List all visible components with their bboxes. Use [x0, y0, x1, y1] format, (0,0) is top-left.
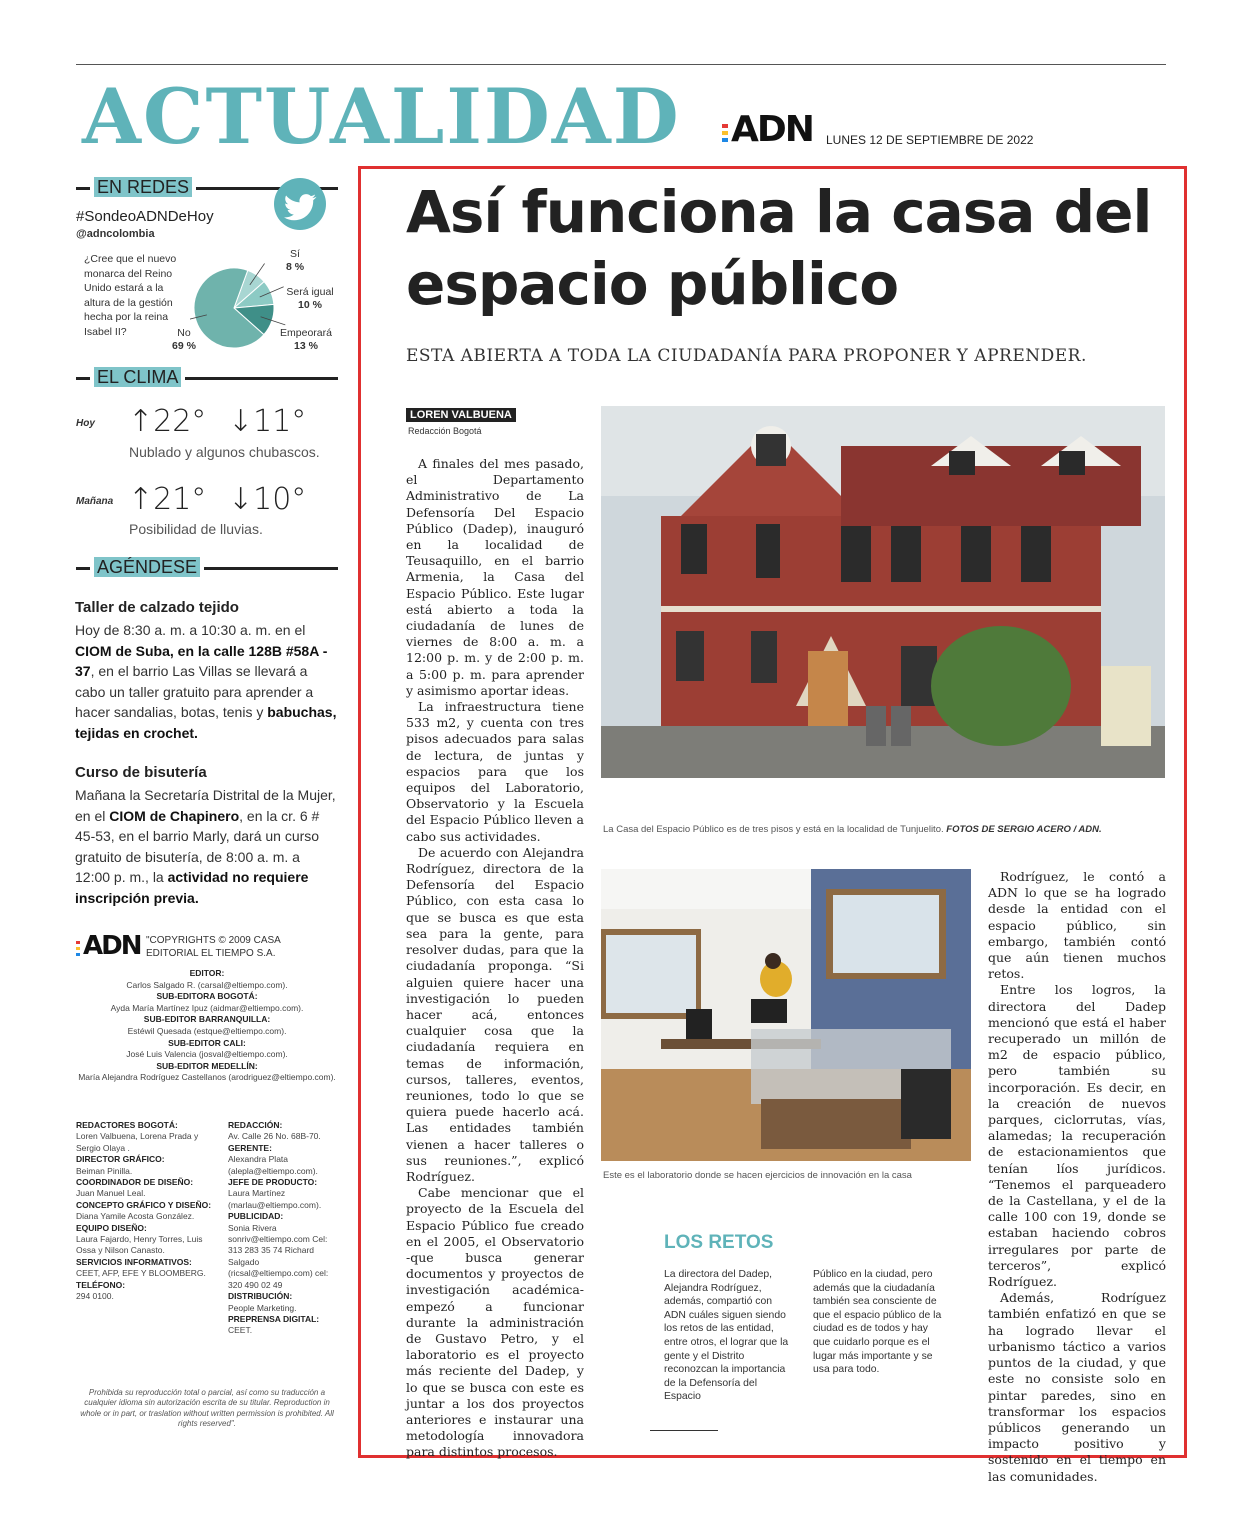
staff-names: People Marketing.: [228, 1302, 297, 1313]
staff-names: Av. Calle 26 No. 68B-70.: [228, 1131, 321, 1142]
photo2-caption: Este es el laboratorio donde se hacen ejercicios de innovación en la casa: [603, 1170, 912, 1181]
retos-title: LOS RETOS: [664, 1232, 774, 1253]
event-title-1: Taller de calzado tejido: [75, 599, 239, 616]
staff-names: María Alejandra Rodríguez Castellanos (arodriguez@eltiempo.com).: [78, 1072, 336, 1083]
staff-names: CEET, AFP, EFE Y BLOOMBERG.: [76, 1268, 206, 1279]
staff-role: REDACTORES BOGOTÁ:: [76, 1120, 178, 1130]
staff-credits: [76, 968, 338, 1084]
body-paragraph: Rodríguez, le contó a ADN lo que se ha logrado desde la entidad con el espacio público, sin embargo, también contó que aún tienen muchos retos.: [988, 869, 1166, 982]
issue-date: LUNES 12 DE SEPTIEMBRE DE 2022: [826, 133, 1034, 147]
staff-role: SUB-EDITOR MEDELLÍN:: [156, 1060, 258, 1071]
body-paragraph: Además, Rodríguez también enfatizó en que se ha logrado llevar el urbanismo táctico a varios puntos de la ciudad, y que este no consiste solo en pintar paredes, sino en transformar los espacios públicos generando un impacto positivo y sostenido en el tiempo en las comunidades.: [988, 1290, 1166, 1484]
section-title: ACTUALIDAD: [82, 72, 681, 161]
staff-left-column: [76, 1120, 216, 1303]
staff-names: Ayda María Martínez Ipuz (aidmar@eltiempo.com).: [110, 1002, 304, 1013]
redes-heading: EN REDES: [76, 176, 338, 198]
poll-question: ¿Cree que el nuevo monarca del Reino Unido estará a la altura de la gestión hecha por la reina Isabel II?: [84, 253, 177, 338]
staff-role: JEFE DE PRODUCTO:: [228, 1177, 318, 1188]
retos-rule: [650, 1430, 718, 1431]
staff-names: Alexandra Plata (alepla@eltiempo.com).: [228, 1154, 318, 1176]
weather-max-today: ↑22°: [128, 404, 207, 439]
staff-names: José Luis Valencia (josval@eltiempo.com).: [126, 1049, 288, 1060]
logo-bars-icon: [722, 124, 728, 142]
body-column-1: [406, 456, 584, 1461]
adn-logo: [722, 109, 813, 150]
staff-names: Loren Valbuena, Lorena Prada y Sergio Olaya .: [76, 1131, 199, 1153]
body-paragraph: A finales del mes pasado, el Departamento Administrativo de La Defensoría Del Espacio Público (Dadep), inauguró en la localidad de Teusaquillo, en el barrio Armenia, la Casa del Espacio Público. Este lugar está abierto a toda la ciudadanía de lunes de viernes de 8:00 a. m. a 12:00 p. m. y de 2:00 p. m. a 5:00 p. m. para aprender y asimismo aportar ideas.: [406, 456, 584, 698]
staff-role: SUB-EDITOR BARRANQUILLA:: [143, 1014, 271, 1025]
staff-role: REDACCIÓN:: [228, 1120, 283, 1130]
body-paragraph: Cabe mencionar que el proyecto de la Escuela del Espacio Público fue creado en el 2005, el Observatorio -que busca generar documentos y proyectos de investigación académica- empezó a funcionar durante la administración de Gustavo Petro, y el laboratorio es el proyecto más reciente del Dadep, y lo que se busca con este es juntar a los dos proyectos anteriores e instaurar una metodología innovadora para distintos procesos.: [406, 1185, 584, 1460]
logo-text: ADN: [731, 109, 813, 150]
twitter-handle: @adncolombia: [76, 228, 155, 240]
event-text-1: Hoy de 8:30 a. m. a 10:30 a. m. en el CIOM de Suba, en la calle 128B #58A - 37, en el barrio Las Villas se llevará a cabo un taller gratuito para aprender a hacer sandalias, botas, tenis y babuchas, tejidas en crochet.: [75, 622, 337, 741]
weather-max-tomorrow: ↑21°: [128, 482, 207, 517]
weather-min-today: ↓11°: [228, 404, 307, 439]
staff-names: Estéwil Quesada (estque@eltiempo.com).: [127, 1025, 287, 1036]
staff-names: Beiman Pinilla.: [76, 1165, 133, 1176]
staff-right-column: [228, 1120, 340, 1337]
retos-column-1: La directora del Dadep, Alejandra Rodríguez, además, compartió con ADN cuáles siguen siendo los retos de las entidad, entre otros, el lograr que la gente y el Distrito reconozcan la importancia de la Defensoría del Espacio: [664, 1269, 789, 1403]
staff-role: EDITOR:: [189, 968, 225, 978]
agenda-heading: AGÉNDESE: [76, 556, 338, 578]
credits-logo: ADN: [76, 932, 140, 960]
staff-role: GERENTE:: [228, 1142, 272, 1153]
hashtag: #SondeoADNDeHoy: [76, 208, 214, 225]
staff-role: DISTRIBUCIÓN:: [228, 1291, 293, 1302]
staff-names: Carlos Salgado R. (carsal@eltiempo.com).: [126, 979, 288, 990]
staff-names: Sonia Rivera sonriv@eltiempo.com Cel: 313 283 35 74 Richard Salgado (ricsal@eltiempo.com) cel: 320 490 02 49: [228, 1222, 329, 1290]
poll-label-igual: Será igual 10 %: [286, 286, 334, 311]
author: LOREN VALBUENA: [406, 408, 516, 422]
staff-role: SERVICIOS INFORMATIVOS:: [76, 1256, 192, 1267]
poll-label-empeorara: Empeorará 13 %: [280, 327, 332, 352]
event-text-2: Mañana la Secretaría Distrital de la Mujer, en el CIOM de Chapinero, en la cr. 6 # 45-53, en el barrio Marly, dará un curso gratuito de bisutería, de 8:00 a. m. a 12:00 p. m., la actividad no requiere inscripción previa.: [75, 787, 336, 906]
retos-column-2: Público en la ciudad, pero además que la ciudadanía también sea consciente de que el espacio público de la ciudad es de todos y hay que cuidarlo porque es el lugar más importante y se usa para todo.: [813, 1269, 942, 1376]
event-title-2: Curso de bisutería: [75, 764, 207, 781]
weather-day-today: Hoy: [76, 418, 95, 429]
clima-heading: EL CLIMA: [76, 366, 338, 388]
staff-names: Laura Fajardo, Henry Torres, Luis Ossa y Nilson Canasto.: [76, 1234, 203, 1256]
staff-role: DIRECTOR GRÁFICO:: [76, 1154, 165, 1165]
poll-label-si: Sí 8 %: [285, 248, 305, 273]
photo1-caption: La Casa del Espacio Público es de tres pisos y está en la localidad de Tunjuelito. FOTOS DE SERGIO ACERO / ADN.: [603, 824, 1102, 835]
body-column-3: [988, 869, 1166, 1485]
staff-role: PREPRENSA DIGITAL:: [228, 1313, 320, 1324]
copyright: "COPYRIGHTS © 2009 CASA EDITORIAL EL TIEMPO S.A.: [146, 935, 281, 959]
staff-names: Diana Yamile Acosta González.: [76, 1211, 195, 1222]
weather-desc-today: Nublado y algunos chubascos.: [129, 444, 320, 460]
staff-names: Juan Manuel Leal.: [76, 1188, 146, 1199]
staff-role: EQUIPO DISEÑO:: [76, 1222, 147, 1233]
subheadline: ESTA ABIERTA A TODA LA CIUDADANÍA PARA PROPONER Y APRENDER.: [406, 346, 1087, 366]
staff-names: Laura Martínez (marlau@eltiempo.com).: [228, 1188, 322, 1210]
body-paragraph: La infraestructura tiene 533 m2, y cuenta con tres pisos adecuados para salas de lectura, de juntas y espacios para que los equipos del Laboratorio, Observatorio y la Escuela del Espacio Público lleven a cabo sus actividades.: [406, 699, 584, 844]
house-photo: [601, 406, 1165, 778]
headline: Así funciona la casa del espacio público: [406, 178, 1152, 318]
staff-role: TELÉFONO:: [76, 1279, 126, 1290]
body-paragraph: De acuerdo con Alejandra Rodríguez, directora de la Defensoría del Espacio Público, con esta casa lo que se busca es que esta sea para la gente, para resolver dudas, para que la ciudadanía proponga. “Si alguien quiere hacer una investigación lo pueden hacer acá, entonces cualquier cosa que la ciudadanía requiera en temas de información, cursos, talleres, eventos, reuniones, todo lo que se quiera puede hacerlo acá. Las entidades también vienen a hacer talleres o sus reuniones.”, explicó Rodríguez.: [406, 844, 584, 1184]
lab-photo: [601, 869, 971, 1161]
weather-day-tomorrow: Mañana: [76, 496, 114, 507]
desk: Redacción Bogotá: [408, 426, 482, 436]
weather-min-tomorrow: ↓10°: [228, 482, 307, 517]
staff-names: CEET.: [228, 1325, 253, 1336]
credits-logo-bars-icon: [76, 941, 80, 956]
staff-role: SUB-EDITOR CALI:: [168, 1037, 246, 1048]
retos-box-marker: [652, 1218, 658, 1222]
disclaimer: Prohibida su reproducción total o parcial, así como su traducción a cualquier idioma sin autorización escrita de su titular. Reproduction in whole or in part, or traslation without written permission is prohibited. All rights reserved".: [80, 1388, 334, 1429]
top-rule: [76, 64, 1166, 65]
staff-names: 294 0100.: [76, 1291, 114, 1302]
twitter-icon: [272, 176, 328, 232]
body-paragraph: Entre los logros, la directora del Dadep mencionó que está el haber recuperado un millón de m2 de espacio público, pero también su incorporación. Es decir, en la creación de nuevos parques, ciclorrutas, vías, alamedas; la recuperación de estacionamientos que tenían líos jurídicos. “Tenemos el parqueadero de la Castellana, y el de la calle 100 con 19, donde se estaban haciendo cobros irregulares por parte de terceros”, explicó Rodríguez.: [988, 982, 1166, 1290]
staff-role: PUBLICIDAD:: [228, 1211, 284, 1222]
poll-label-no: No 69 %: [172, 327, 196, 352]
staff-role: CONCEPTO GRÁFICO Y DISEÑO:: [76, 1199, 212, 1210]
weather-desc-tomorrow: Posibilidad de lluvias.: [129, 521, 263, 537]
staff-role: SUB-EDITORA BOGOTÁ:: [156, 991, 258, 1002]
staff-role: COORDINADOR DE DISEÑO:: [76, 1177, 194, 1188]
